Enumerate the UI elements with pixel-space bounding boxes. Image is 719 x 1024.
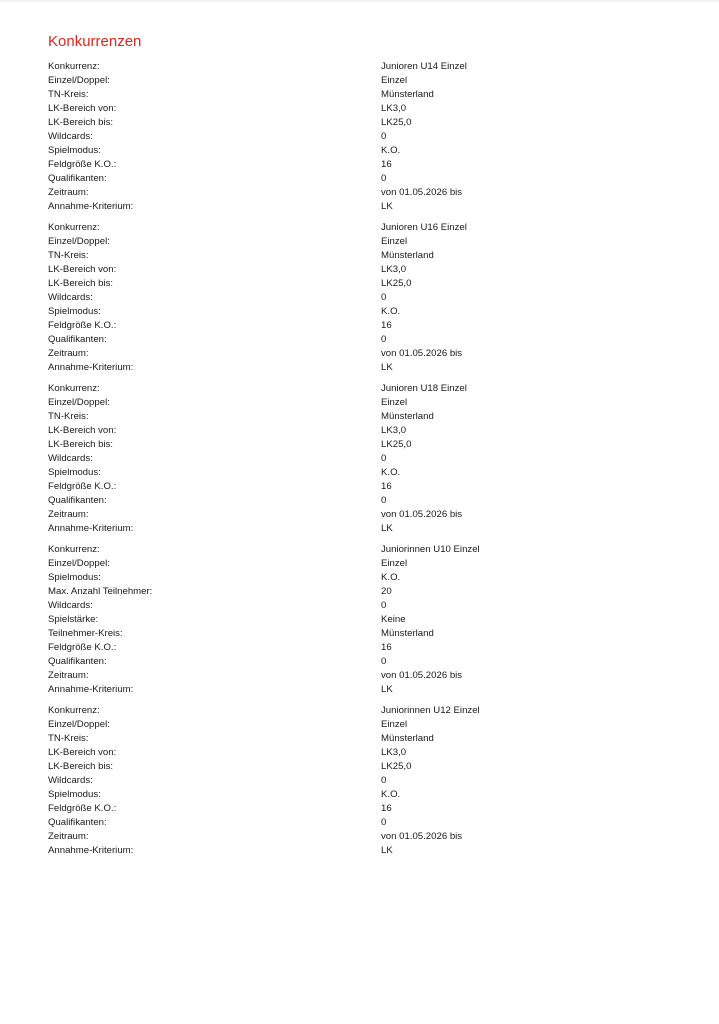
detail-label: Konkurrenz:	[48, 61, 100, 72]
detail-value: von 01.05.2026 bis	[381, 509, 463, 520]
detail-row	[48, 396, 688, 410]
detail-value: LK3,0	[381, 264, 407, 275]
detail-label: Max. Anzahl Teilnehmer:	[48, 586, 153, 597]
detail-label: Feldgröße K.O.:	[48, 159, 117, 170]
detail-label: Wildcards:	[48, 292, 93, 303]
detail-value: 0	[381, 334, 387, 345]
detail-value: 16	[381, 159, 392, 170]
detail-row	[48, 571, 688, 585]
detail-row	[48, 452, 688, 466]
detail-value: LK3,0	[381, 747, 407, 758]
detail-label: Qualifikanten:	[48, 334, 107, 345]
detail-row	[48, 802, 688, 816]
detail-row	[48, 319, 688, 333]
detail-label: Annahme-Kriterium:	[48, 201, 134, 212]
detail-value: LK	[381, 845, 393, 856]
detail-value: von 01.05.2026 bis	[381, 348, 463, 359]
detail-row	[48, 221, 688, 235]
detail-row	[48, 774, 688, 788]
detail-row	[48, 844, 688, 858]
detail-label: Feldgröße K.O.:	[48, 320, 117, 331]
detail-row	[48, 599, 688, 613]
competition-block	[48, 382, 688, 536]
detail-value: Junioren U14 Einzel	[381, 61, 467, 72]
detail-row	[48, 557, 688, 571]
detail-value: 0	[381, 656, 387, 667]
detail-row	[48, 333, 688, 347]
detail-label: Qualifikanten:	[48, 173, 107, 184]
detail-label: LK-Bereich von:	[48, 103, 117, 114]
detail-row	[48, 158, 688, 172]
detail-value: Münsterland	[381, 411, 434, 422]
detail-row	[48, 627, 688, 641]
detail-row	[48, 172, 688, 186]
detail-row	[48, 235, 688, 249]
detail-row	[48, 102, 688, 116]
detail-row	[48, 613, 688, 627]
detail-label: Feldgröße K.O.:	[48, 481, 117, 492]
detail-row	[48, 655, 688, 669]
detail-label: TN-Kreis:	[48, 733, 89, 744]
detail-label: Zeitraum:	[48, 509, 89, 520]
detail-label: Zeitraum:	[48, 670, 89, 681]
detail-label: Konkurrenz:	[48, 705, 100, 716]
detail-row	[48, 116, 688, 130]
detail-value: Einzel	[381, 719, 408, 730]
detail-row	[48, 683, 688, 697]
detail-value: LK	[381, 362, 393, 373]
detail-value: LK	[381, 523, 393, 534]
detail-value: Einzel	[381, 397, 408, 408]
detail-value: Junioren U16 Einzel	[381, 222, 467, 233]
detail-row	[48, 466, 688, 480]
detail-row	[48, 424, 688, 438]
detail-row	[48, 760, 688, 774]
detail-label: Einzel/Doppel:	[48, 558, 110, 569]
detail-label: LK-Bereich von:	[48, 747, 117, 758]
detail-row	[48, 88, 688, 102]
detail-value: LK3,0	[381, 103, 407, 114]
detail-value: Juniorinnen U12 Einzel	[381, 705, 480, 716]
detail-label: Spielmodus:	[48, 789, 101, 800]
detail-value: LK3,0	[381, 425, 407, 436]
detail-label: Zeitraum:	[48, 187, 89, 198]
detail-label: Annahme-Kriterium:	[48, 845, 134, 856]
detail-row	[48, 60, 688, 74]
detail-row	[48, 291, 688, 305]
detail-value: LK	[381, 201, 393, 212]
detail-label: Qualifikanten:	[48, 495, 107, 506]
detail-row	[48, 186, 688, 200]
detail-label: Zeitraum:	[48, 831, 89, 842]
detail-value: 16	[381, 481, 392, 492]
detail-value: K.O.	[381, 145, 401, 156]
detail-label: Feldgröße K.O.:	[48, 803, 117, 814]
detail-label: LK-Bereich bis:	[48, 278, 114, 289]
detail-value: 0	[381, 600, 387, 611]
detail-row	[48, 410, 688, 424]
detail-value: 0	[381, 453, 387, 464]
detail-value: 16	[381, 642, 392, 653]
detail-row	[48, 830, 688, 844]
detail-row	[48, 144, 688, 158]
detail-value: Münsterland	[381, 250, 434, 261]
detail-value: LK25,0	[381, 117, 412, 128]
detail-label: Wildcards:	[48, 453, 93, 464]
detail-label: LK-Bereich bis:	[48, 117, 114, 128]
detail-row	[48, 816, 688, 830]
competition-list	[48, 60, 688, 865]
detail-row	[48, 585, 688, 599]
detail-value: von 01.05.2026 bis	[381, 831, 463, 842]
detail-value: 16	[381, 803, 392, 814]
detail-value: K.O.	[381, 572, 401, 583]
detail-label: Spielstärke:	[48, 614, 99, 625]
detail-row	[48, 704, 688, 718]
detail-value: 0	[381, 131, 387, 142]
detail-value: Münsterland	[381, 628, 434, 639]
detail-value: Einzel	[381, 75, 408, 86]
detail-value: Einzel	[381, 558, 408, 569]
detail-row	[48, 732, 688, 746]
detail-row	[48, 746, 688, 760]
detail-label: Wildcards:	[48, 600, 93, 611]
detail-value: von 01.05.2026 bis	[381, 187, 463, 198]
detail-value: 20	[381, 586, 392, 597]
detail-label: Einzel/Doppel:	[48, 719, 110, 730]
detail-row	[48, 249, 688, 263]
detail-value: Junioren U18 Einzel	[381, 383, 467, 394]
detail-label: Einzel/Doppel:	[48, 397, 110, 408]
detail-label: Spielmodus:	[48, 572, 101, 583]
detail-label: Annahme-Kriterium:	[48, 684, 134, 695]
detail-label: Wildcards:	[48, 775, 93, 786]
detail-label: Zeitraum:	[48, 348, 89, 359]
detail-label: TN-Kreis:	[48, 250, 89, 261]
detail-label: LK-Bereich von:	[48, 425, 117, 436]
detail-row	[48, 438, 688, 452]
detail-value: Keine	[381, 614, 406, 625]
detail-label: Annahme-Kriterium:	[48, 362, 134, 373]
detail-value: K.O.	[381, 467, 401, 478]
detail-value: 0	[381, 495, 387, 506]
detail-label: Feldgröße K.O.:	[48, 642, 117, 653]
detail-value: von 01.05.2026 bis	[381, 670, 463, 681]
detail-value: 0	[381, 775, 387, 786]
detail-label: LK-Bereich bis:	[48, 761, 114, 772]
detail-label: LK-Bereich von:	[48, 264, 117, 275]
detail-row	[48, 641, 688, 655]
detail-row	[48, 263, 688, 277]
detail-label: Spielmodus:	[48, 306, 101, 317]
detail-label: Einzel/Doppel:	[48, 236, 110, 247]
detail-label: LK-Bereich bis:	[48, 439, 114, 450]
detail-value: K.O.	[381, 789, 401, 800]
detail-value: 16	[381, 320, 392, 331]
page-title: Konkurrenzen	[48, 33, 142, 50]
detail-value: 0	[381, 173, 387, 184]
detail-row	[48, 130, 688, 144]
detail-row	[48, 718, 688, 732]
detail-value: LK	[381, 684, 393, 695]
detail-value: Münsterland	[381, 733, 434, 744]
detail-value: Juniorinnen U10 Einzel	[381, 544, 480, 555]
detail-row	[48, 347, 688, 361]
detail-row	[48, 788, 688, 802]
detail-label: Wildcards:	[48, 131, 93, 142]
competition-block	[48, 704, 688, 858]
detail-row	[48, 494, 688, 508]
detail-value: LK25,0	[381, 278, 412, 289]
detail-value: LK25,0	[381, 761, 412, 772]
competition-block	[48, 60, 688, 214]
detail-row	[48, 361, 688, 375]
detail-row	[48, 508, 688, 522]
competition-block	[48, 221, 688, 375]
detail-label: TN-Kreis:	[48, 89, 89, 100]
detail-row	[48, 74, 688, 88]
detail-label: Spielmodus:	[48, 145, 101, 156]
detail-label: Konkurrenz:	[48, 544, 100, 555]
detail-label: Konkurrenz:	[48, 383, 100, 394]
detail-row	[48, 305, 688, 319]
detail-label: TN-Kreis:	[48, 411, 89, 422]
detail-label: Einzel/Doppel:	[48, 75, 110, 86]
detail-row	[48, 543, 688, 557]
detail-value: 0	[381, 817, 387, 828]
detail-row	[48, 382, 688, 396]
detail-row	[48, 522, 688, 536]
detail-row	[48, 669, 688, 683]
detail-label: Konkurrenz:	[48, 222, 100, 233]
detail-row	[48, 200, 688, 214]
detail-value: LK25,0	[381, 439, 412, 450]
detail-row	[48, 277, 688, 291]
detail-row	[48, 480, 688, 494]
detail-label: Spielmodus:	[48, 467, 101, 478]
detail-value: K.O.	[381, 306, 401, 317]
top-divider	[0, 0, 719, 2]
detail-value: 0	[381, 292, 387, 303]
competition-block	[48, 543, 688, 697]
detail-label: Teilnehmer-Kreis:	[48, 628, 123, 639]
detail-value: Münsterland	[381, 89, 434, 100]
detail-value: Einzel	[381, 236, 408, 247]
detail-label: Annahme-Kriterium:	[48, 523, 134, 534]
detail-label: Qualifikanten:	[48, 656, 107, 667]
detail-label: Qualifikanten:	[48, 817, 107, 828]
